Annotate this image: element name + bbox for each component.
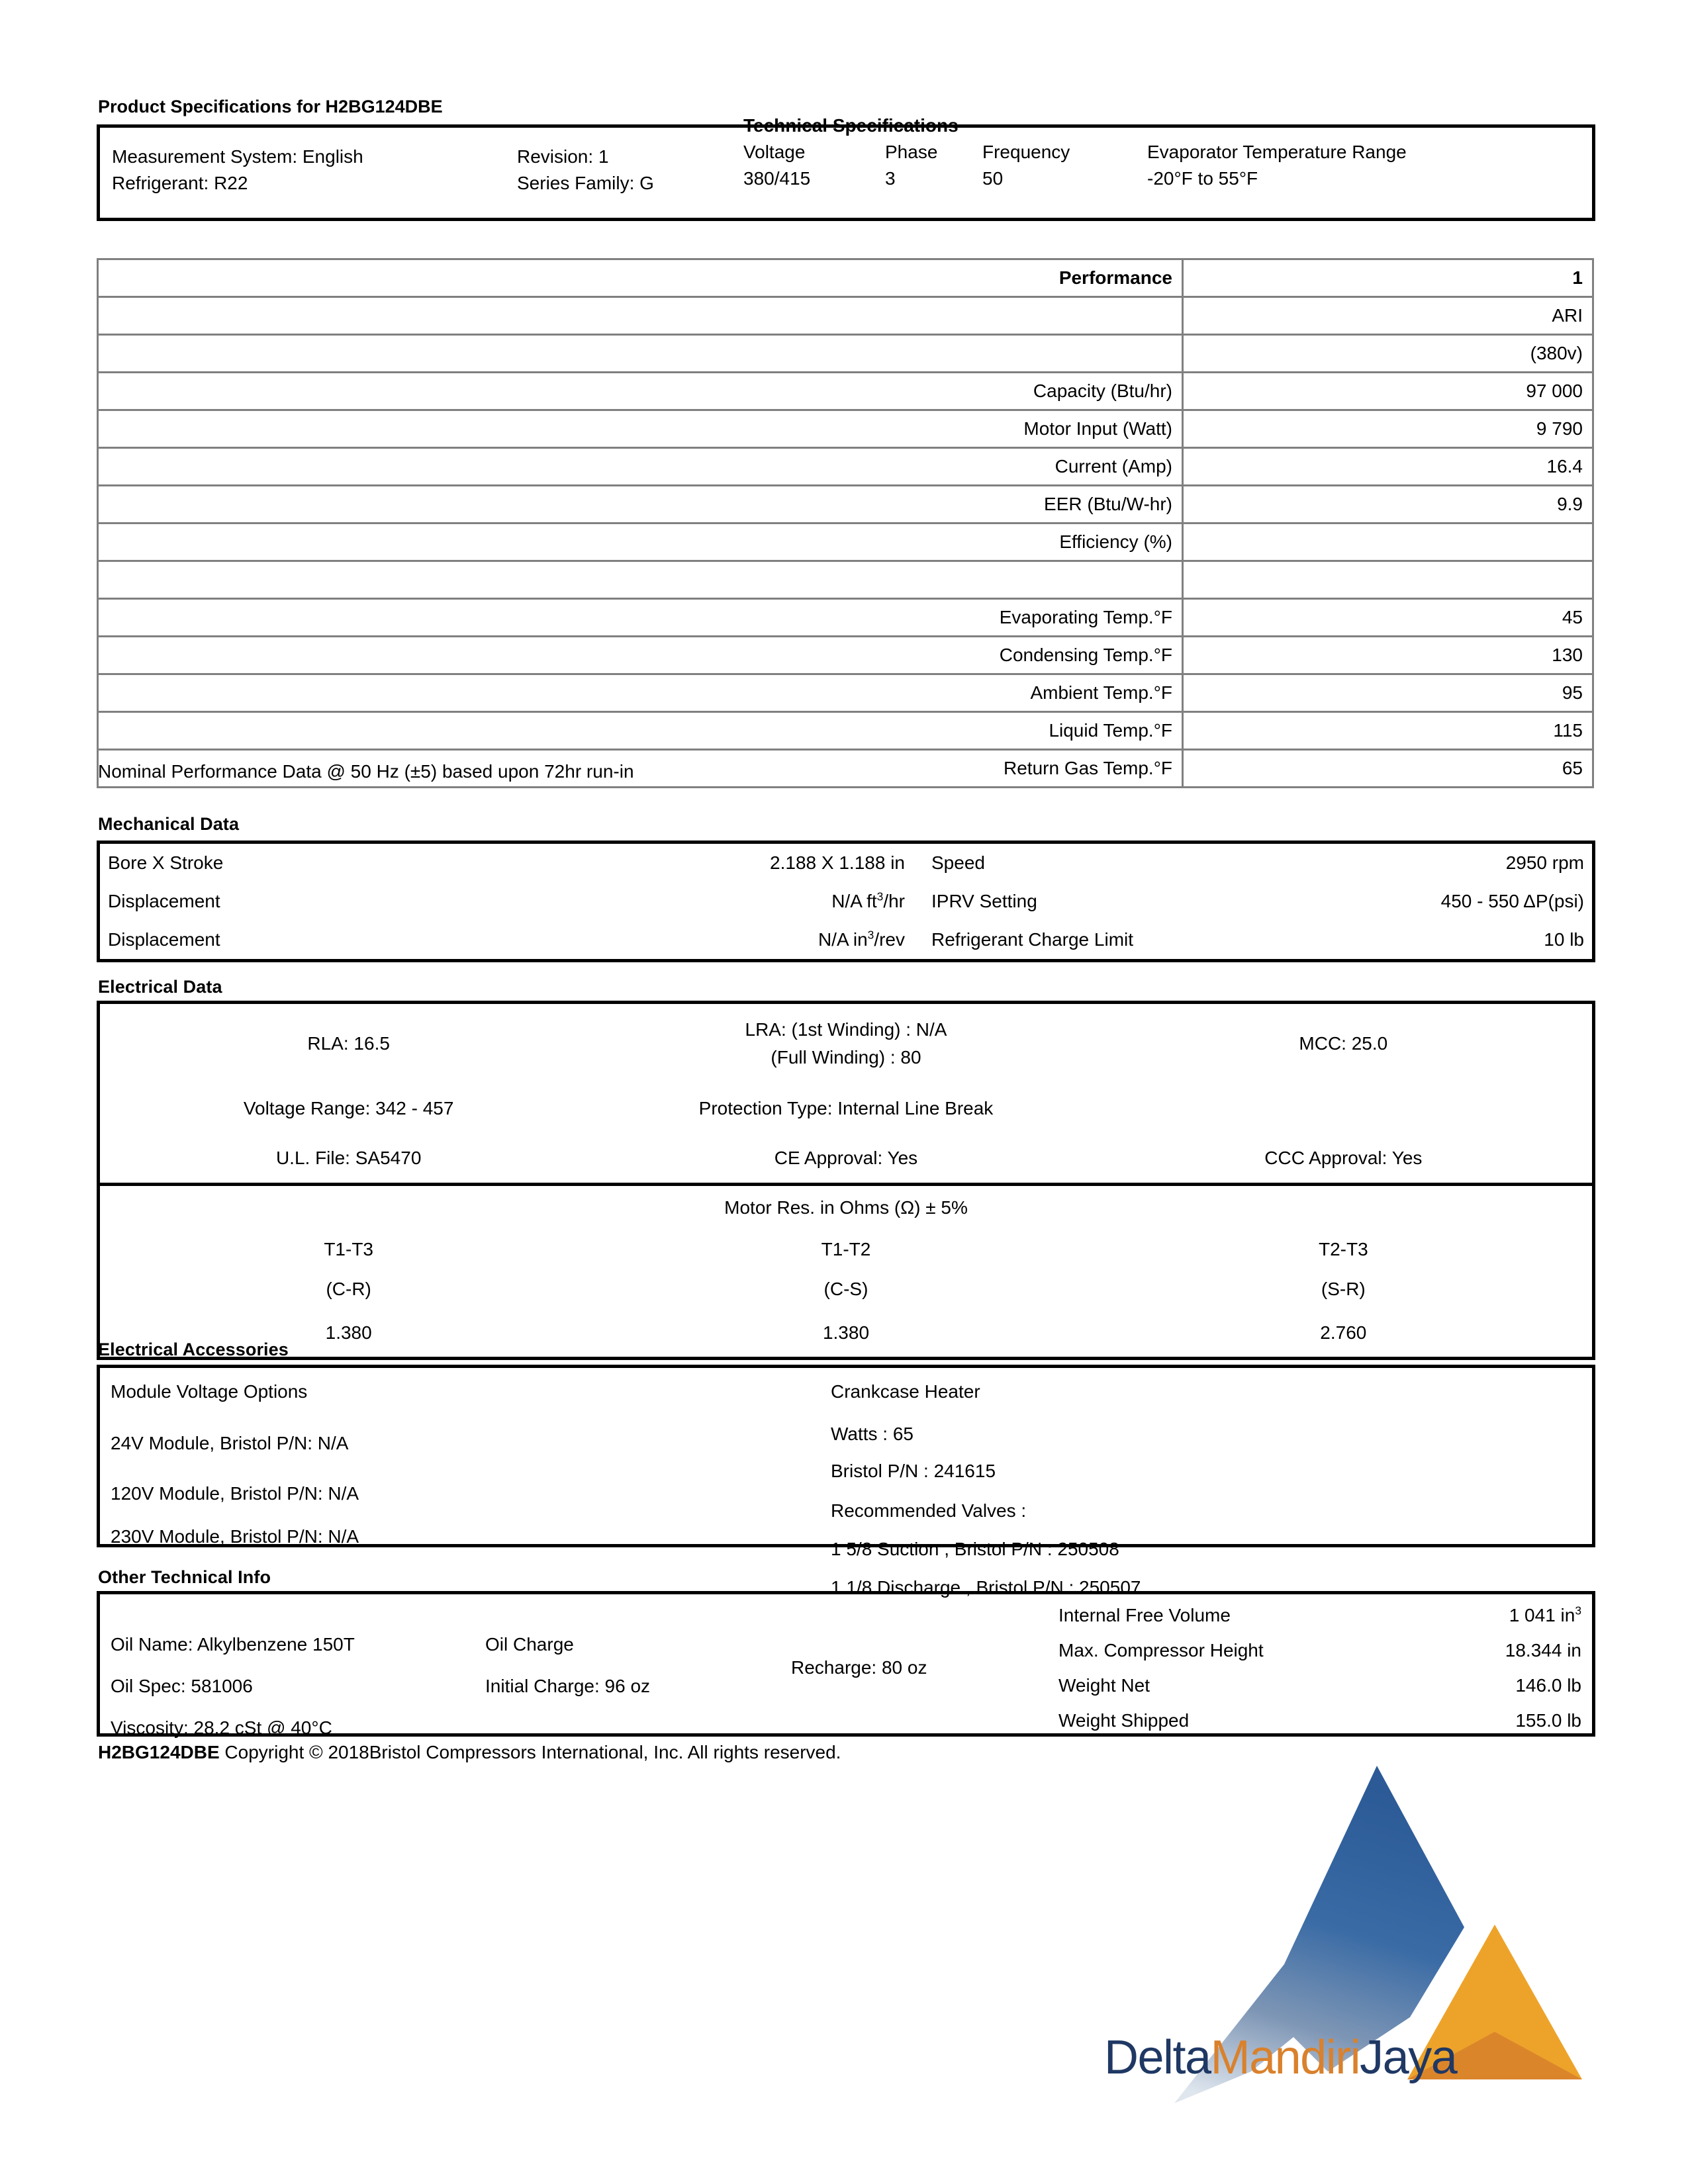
evaporator-range-column-header: Evaporator Temperature Range [1147,142,1407,162]
other-technical-info-heading: Other Technical Info [98,1567,271,1587]
winding-label: (C-S) [823,1279,868,1299]
electrical-row-protection [100,1083,1592,1134]
other-technical-info-box [97,1591,1595,1737]
performance-row-value: 65 [1183,750,1593,788]
technical-metric-label: Weight Net [1058,1675,1150,1696]
performance-row [98,448,1593,486]
oil-charge-title: Oil Charge [485,1634,574,1655]
mechanical-label-right: IPRV Setting [931,891,1037,911]
performance-row [98,410,1593,448]
performance-row-value: (380v) [1183,335,1593,373]
technical-metric-label: Max. Compressor Height [1058,1640,1264,1661]
performance-row-value: 9.9 [1183,486,1593,523]
mechanical-row [99,882,1594,921]
electrical-data-heading: Electrical Data [98,977,222,997]
technical-metric-value: 146.0 lb [1515,1675,1581,1696]
oil-spec: Oil Spec: 581006 [111,1676,253,1696]
oil-recharge: Recharge: 80 oz [791,1657,927,1678]
rla-value: RLA: 16.5 [307,1033,390,1054]
module-voltage-column [111,1383,359,1546]
performance-row-value: 1 [1183,259,1593,297]
performance-row-label: Performance [98,259,1183,297]
mechanical-row [99,842,1594,883]
electrical-empty-cell [1095,1083,1592,1134]
frequency-column-header: Frequency [982,142,1070,162]
performance-row [98,561,1593,599]
mcc-value: MCC: 25.0 [1299,1033,1388,1054]
performance-row-value: ARI [1183,297,1593,335]
oil-name: Oil Name: Alkylbenzene 150T [111,1634,355,1655]
performance-row-label: Ambient Temp.°F [98,674,1183,712]
phase-value: 3 [885,168,896,189]
performance-row-value: 45 [1183,599,1593,637]
winding-ohms: 1.380 [325,1322,372,1343]
mechanical-data-heading: Mechanical Data [98,814,240,834]
performance-row-value [1183,523,1593,561]
performance-row-label: Liquid Temp.°F [98,712,1183,750]
logo-word-mandiri: Mandiri [1210,2031,1360,2084]
performance-row-label [98,335,1183,373]
mechanical-label-right: Speed [931,852,985,873]
evaporator-range-value: -20°F to 55°F [1147,168,1258,189]
performance-row [98,637,1593,674]
winding-terminals: T1-T3 [324,1239,373,1259]
phase-column-header: Phase [885,142,938,162]
oil-info-column [111,1635,355,1737]
copyright-text: Copyright © 2018Bristol Compressors International, Inc. All rights reserved. [219,1742,841,1762]
winding-terminals: T2-T3 [1318,1239,1368,1259]
technical-metric-row [1058,1676,1581,1695]
performance-row-label: Capacity (Btu/hr) [98,373,1183,410]
performance-row [98,373,1593,410]
performance-row-label: Evaporating Temp.°F [98,599,1183,637]
performance-table [97,258,1594,788]
lra-full-winding: (Full Winding) : 80 [771,1047,921,1068]
ce-approval-value: CE Approval: Yes [774,1148,918,1168]
electrical-row-ratings [100,1004,1592,1083]
series-family-label: Series Family: G [517,173,654,193]
crankcase-heater-title: Crankcase Heater [831,1381,980,1402]
mechanical-data-table [97,841,1595,962]
mechanical-label-left: Displacement [108,891,220,911]
mechanical-value-left: 2.188 X 1.188 in [770,852,905,873]
ul-file-value: U.L. File: SA5470 [275,1148,422,1168]
mechanical-label-left: Bore X Stroke [108,852,224,873]
performance-row-value: 97 000 [1183,373,1593,410]
performance-row-value: 9 790 [1183,410,1593,448]
valve-suction-row: 1 5/8 Suction , Bristol P/N : 250508 [831,1539,1119,1559]
oil-initial-charge: Initial Charge: 96 oz [485,1676,651,1696]
mechanical-value-left: N/A $ft^3/hr$ [831,889,905,911]
performance-row [98,486,1593,523]
technical-metric-value: 18.344 in [1505,1640,1581,1661]
crankcase-part-number: Bristol P/N : 241615 [831,1461,996,1481]
performance-row-label: Current (Amp) [98,448,1183,486]
performance-row [98,674,1593,712]
performance-row-label: EER (Btu/W-hr) [98,486,1183,523]
performance-row [98,599,1593,637]
performance-row-label [98,297,1183,335]
protection-type-value: Protection Type: Internal Line Break [698,1098,994,1118]
revision-label: Revision: 1 [517,146,609,167]
voltage-range-value: Voltage Range: 342 - 457 [243,1098,454,1118]
mechanical-value-right: 450 - 550 ΔP(psi) [1440,891,1584,911]
lra-first-winding: LRA: (1st Winding) : N/A [745,1019,947,1040]
motor-resistance-title: Motor Res. in Ohms (Ω) ± 5% [724,1197,968,1218]
mechanical-label-left: Displacement [108,929,220,950]
copyright-model: H2BG124DBE [98,1742,220,1762]
module-voltage-options-title: Module Voltage Options [111,1381,308,1402]
performance-row [98,297,1593,335]
refrigerant-label: Refrigerant: R22 [112,173,248,193]
module-120v-row: 120V Module, Bristol P/N: N/A [111,1483,359,1504]
technical-metric-label: Weight Shipped [1058,1710,1190,1731]
performance-row [98,259,1593,297]
voltage-value: 380/415 [743,168,811,189]
module-24v-row: 24V Module, Bristol P/N: N/A [111,1433,349,1453]
winding-label: (S-R) [1321,1279,1366,1299]
performance-row-value: 95 [1183,674,1593,712]
winding-labels-row [100,1269,1592,1309]
frequency-value: 50 [982,168,1004,189]
technical-metric-row [1058,1711,1581,1730]
performance-row-label: Efficiency (%) [98,523,1183,561]
performance-row-value: 130 [1183,637,1593,674]
crankcase-heater-column [831,1383,1141,1597]
mechanical-row [99,921,1594,961]
voltage-column-header: Voltage [743,142,806,162]
performance-note: Nominal Performance Data @ 50 Hz (±5) based upon 72hr run-in [98,761,634,782]
copyright-line [98,1742,841,1763]
performance-row-value: 115 [1183,712,1593,750]
winding-label: (C-R) [326,1279,371,1299]
performance-row [98,523,1593,561]
electrical-data-box [97,1001,1595,1360]
technical-metric-label: Internal Free Volume [1058,1605,1231,1625]
winding-terminals-row [100,1230,1592,1269]
mechanical-value-left: N/A $in^3$/rev [818,928,905,950]
page-title: Product Specifications for H2BG124DBE [98,97,443,116]
mechanical-label-right: Refrigerant Charge Limit [931,929,1134,950]
module-230v-row: 230V Module, Bristol P/N: N/A [111,1526,359,1547]
performance-row-label: Motor Input (Watt) [98,410,1183,448]
technical-metric-row [1058,1641,1581,1660]
technical-metric-value: 155.0 lb [1515,1710,1581,1731]
ccc-approval-value: CCC Approval: Yes [1264,1148,1423,1168]
logo-wordmark [1104,2030,1456,2085]
performance-row-label: Return Gas Temp.°F [98,750,1183,788]
electrical-row-approvals [100,1134,1592,1183]
mechanical-value-right: 10 lb [1544,929,1584,950]
oil-recharge-column [791,1659,927,1677]
compressor-metrics-column [1058,1606,1581,1730]
valve-discharge-row: 1 1/8 Discharge , Bristol P/N : 250507 [831,1577,1141,1598]
recommended-valves-title: Recommended Valves : [831,1500,1027,1521]
performance-row-label: Condensing Temp.°F [98,637,1183,674]
header-info-box [97,115,1595,221]
oil-charge-column [485,1635,650,1696]
lra-values [597,1016,1094,1071]
winding-terminals: T1-T2 [821,1239,871,1259]
winding-ohms: 2.760 [1320,1322,1367,1343]
performance-row [98,712,1593,750]
logo-word-jaya: Jaya [1360,2031,1457,2084]
technical-metric-value: 1 041 $in^3$ [1509,1604,1581,1625]
performance-row [98,335,1593,373]
oil-viscosity: Viscosity: 28.2 cSt @ 40°C [111,1717,332,1738]
mechanical-value-right: 2950 rpm [1505,852,1584,873]
technical-specifications-title: Technical Specifications [743,115,959,136]
winding-ohms-row [100,1309,1592,1357]
electrical-accessories-heading: Electrical Accessories [98,1340,289,1359]
technical-metric-row [1058,1606,1581,1625]
crankcase-watts: Watts : 65 [831,1424,914,1444]
performance-row-label [98,561,1183,599]
winding-ohms: 1.380 [822,1322,870,1343]
measurement-system-label: Measurement System: English [112,146,363,167]
logo-word-delta: Delta [1104,2031,1211,2084]
performance-row-value [1183,561,1593,599]
performance-row-value: 16.4 [1183,448,1593,486]
